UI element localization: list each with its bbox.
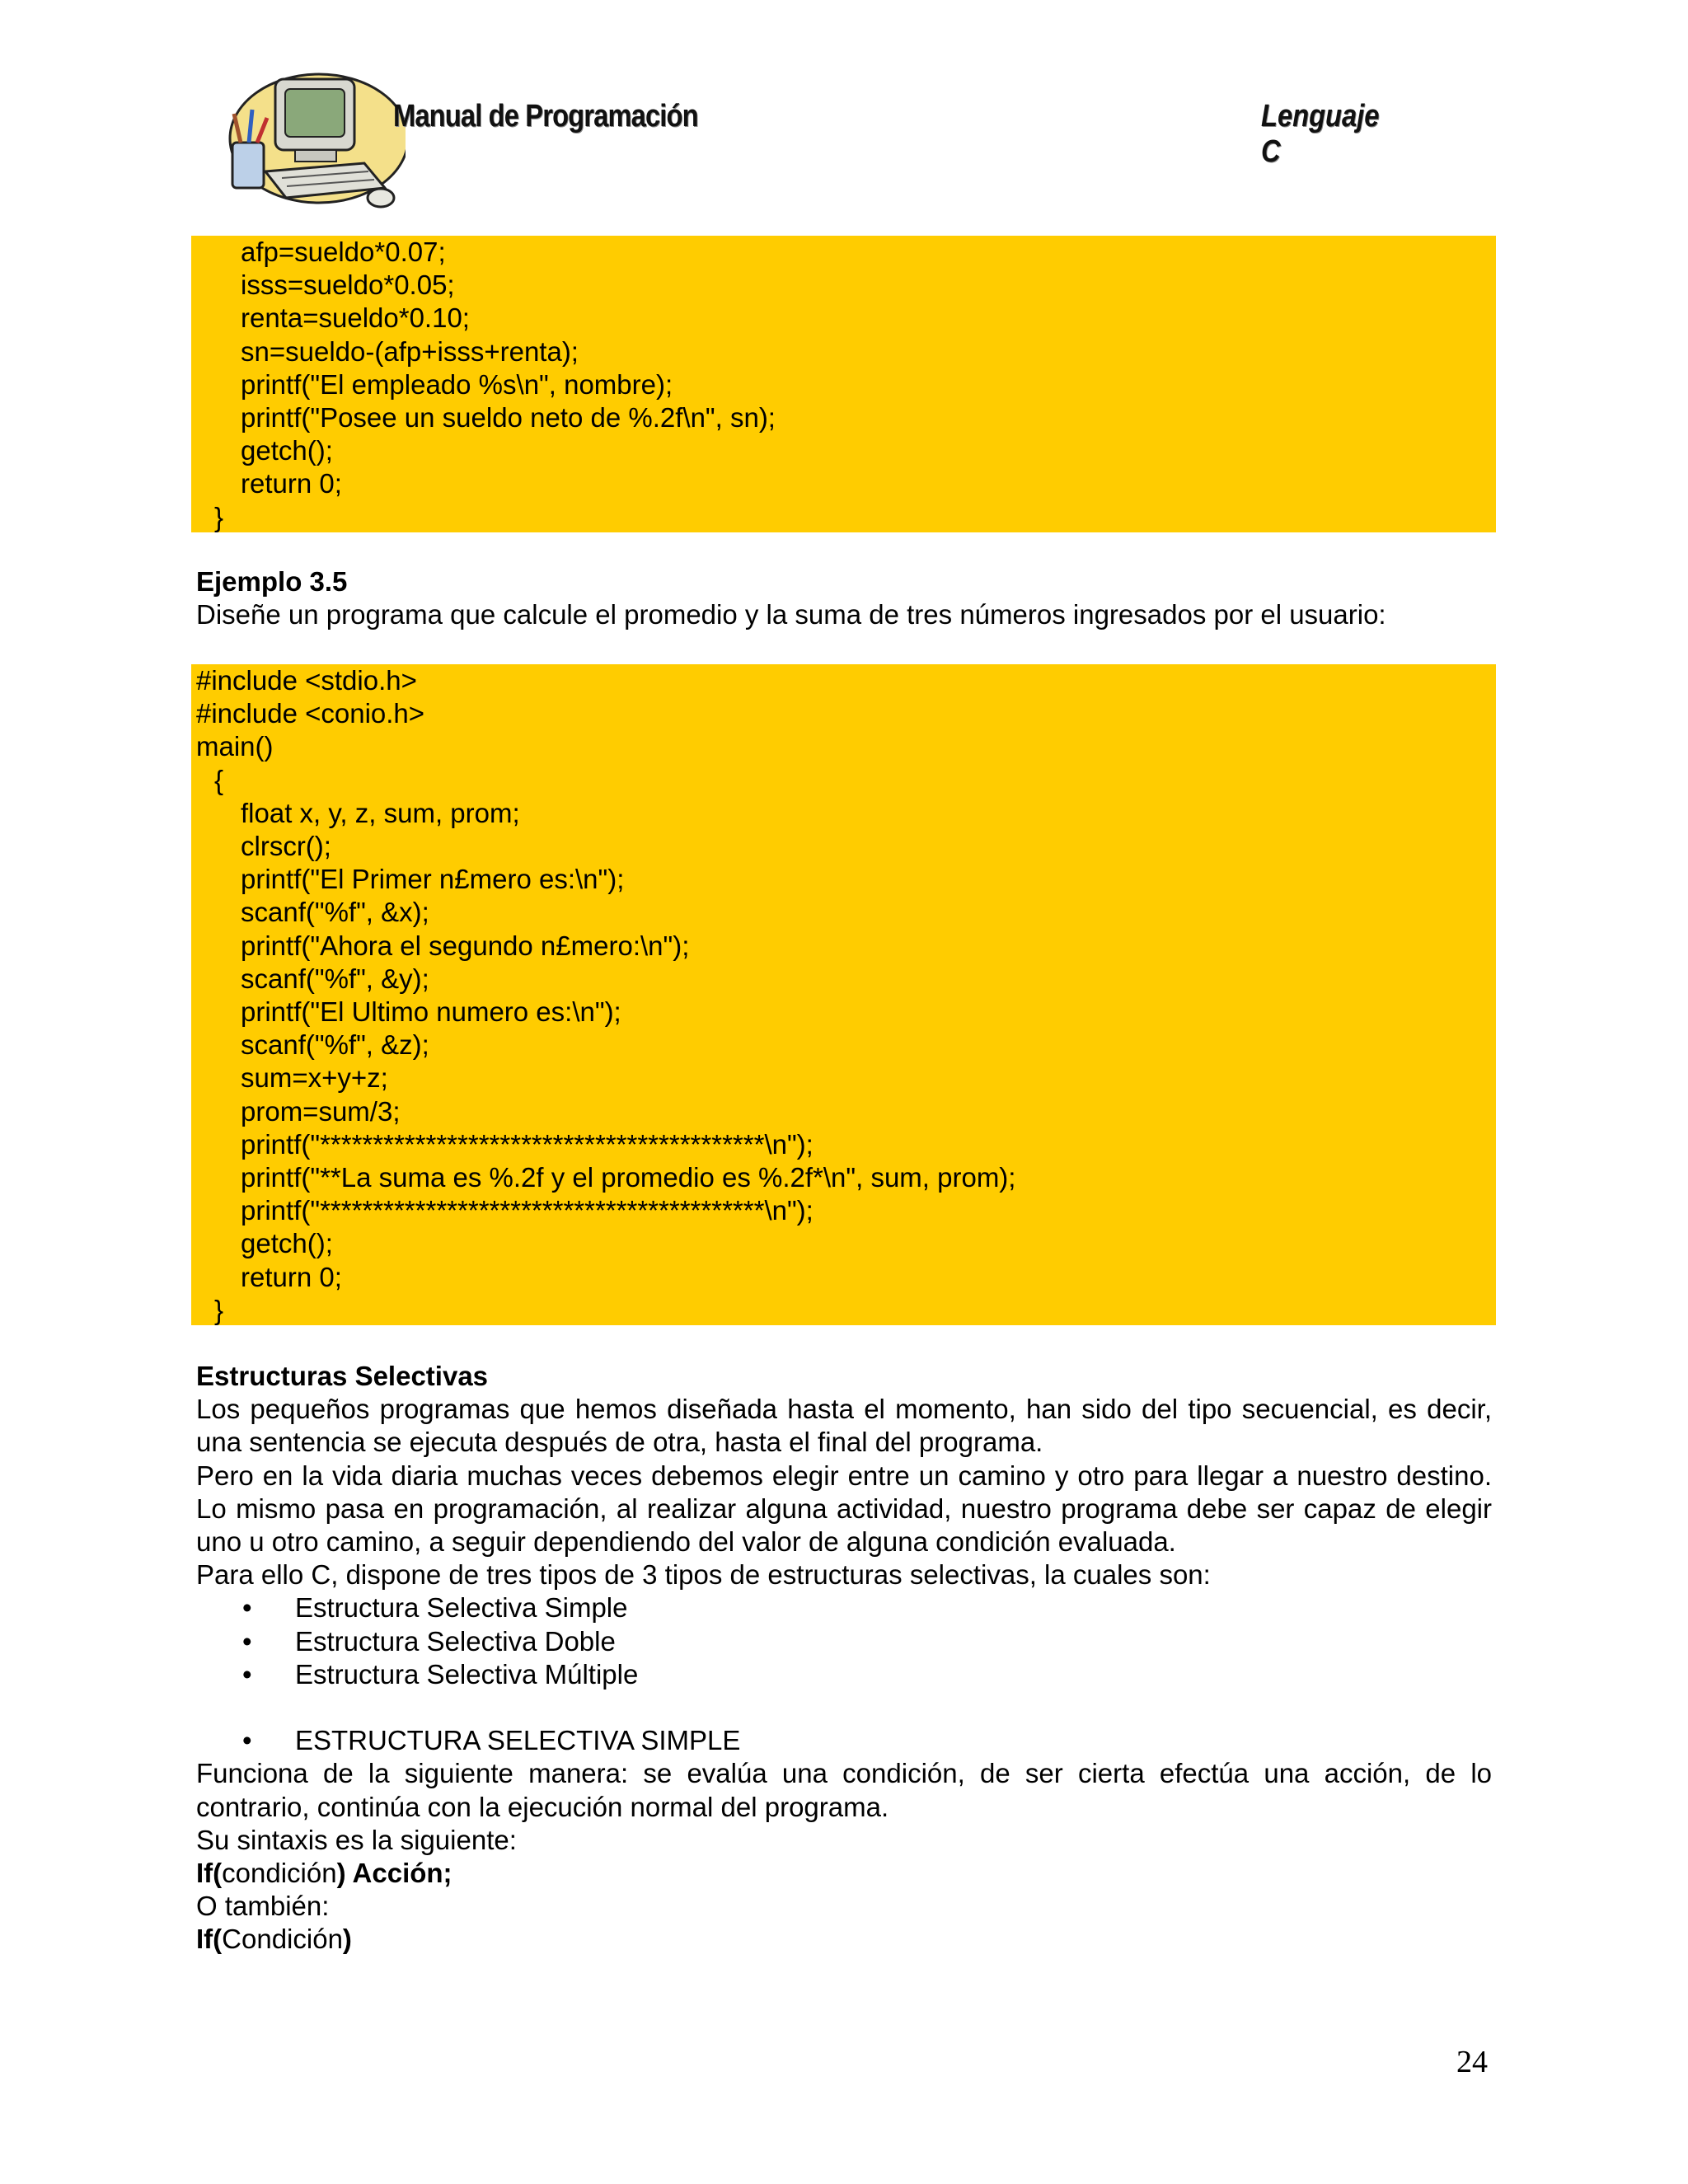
example-description: Diseñe un programa que calcule el promedio y la suma de tres números ingresados por el usuario: [196,599,1386,630]
code-line: printf("El Ultimo numero es:\n"); [241,996,621,1028]
example-heading: Ejemplo 3.5 [196,566,348,597]
code-line: prom=sum/3; [241,1095,401,1127]
syntax-line-1: If(condición) Acción; [196,1858,452,1889]
code-line: } [214,501,224,532]
paragraph: Su sintaxis es la siguiente: [196,1824,517,1855]
code-line: clrscr(); [241,831,331,862]
code-line: printf("Posee un sueldo neto de %.2f\n", sn); [241,402,776,434]
manual-title: Manual de Programación [393,99,698,134]
paragraph: Los pequeños programas que hemos diseñada hasta el momento, han sido del tipo secuencial, es decir, una sentencia se ejecuta después de otra, hasta el final del programa. [196,1394,1492,1458]
code-line: printf("******************************************\n"); [241,1195,814,1226]
code-block-2 [191,664,1496,1325]
paragraph: O también: [196,1891,330,1922]
computer-clipart-icon [216,64,406,221]
paragraph: Para ello C, dispone de tres tipos de 3 tipos de estructuras selectivas, la cuales son: [196,1559,1211,1591]
list-item: • Estructura Selectiva Simple [196,1591,1492,1624]
code-line: scanf("%f", &y); [241,963,429,994]
structure-list [196,1591,1492,1691]
code-line: { [214,764,224,795]
code-line: scanf("%f", &z); [241,1029,429,1061]
selective-structures-section [196,1360,1492,1957]
code-line: getch(); [241,435,333,466]
code-line: return 0; [241,1261,342,1292]
code-line: afp=sueldo*0.07; [241,237,446,267]
code-line: printf("El Primer n£mero es:\n"); [241,864,625,895]
code-line: return 0; [241,468,342,499]
subsection-list [196,1724,1492,1757]
code-line: renta=sueldo*0.10; [241,302,470,334]
code-line: getch(); [241,1228,333,1259]
code-line: printf("Ahora el segundo n£mero:\n"); [241,930,690,961]
list-item: • Estructura Selectiva Múltiple [196,1658,1492,1691]
page-number: 24 [1456,2045,1488,2079]
code-line: } [214,1294,224,1325]
syntax-line-2: If(Condición) [196,1924,352,1955]
code-line: #include <conio.h> [196,698,425,729]
code-line: float x, y, z, sum, prom; [241,797,520,828]
code-line: sum=x+y+z; [241,1062,388,1094]
language-title: Lenguaje C [1261,99,1380,169]
code-line: scanf("%f", &x); [241,897,429,928]
code-line: #include <stdio.h> [196,665,417,696]
section-heading: Estructuras Selectivas [196,1361,489,1391]
list-item: • Estructura Selectiva Doble [196,1625,1492,1658]
code-line: printf("******************************************\n"); [241,1128,814,1160]
code-block-1 [191,236,1496,532]
subsection-heading: • ESTRUCTURA SELECTIVA SIMPLE [196,1724,1492,1757]
code-line: isss=sueldo*0.05; [241,269,455,301]
code-line: printf("**La suma es %.2f y el promedio es %.2f*\n", sum, prom); [241,1162,1016,1193]
page-header [216,64,1428,221]
code-line: main() [196,731,274,762]
paragraph: Funciona de la siguiente manera: se evalúa una condición, de ser cierta efectúa una acción, de lo contrario, continúa con la ejecución normal del programa. [196,1758,1492,1822]
example-section [196,565,1492,631]
paragraph: Pero en la vida diaria muchas veces debemos elegir entre un camino y otro para llegar a nuestro destino. Lo mismo pasa en programación, al realizar alguna actividad, nuestro programa debe ser capaz de elegir uno u otro camino, a seguir dependiendo del valor de alguna condición evaluada. [196,1460,1492,1558]
code-line: sn=sueldo-(afp+isss+renta); [241,335,579,367]
code-line: printf("El empleado %s\n", nombre); [241,368,673,400]
